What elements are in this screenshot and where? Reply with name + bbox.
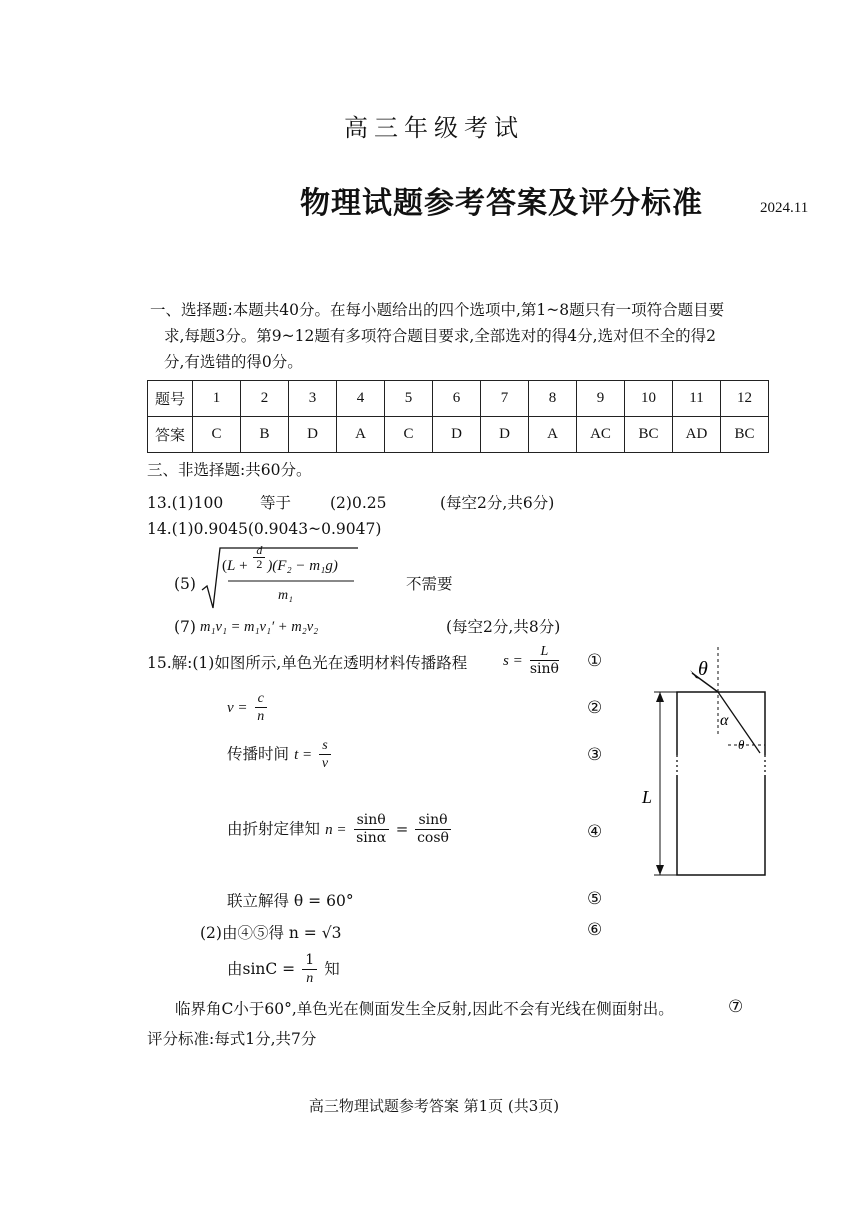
page-footer: 高三物理试题参考答案 第1页 (共3页) — [308, 1097, 560, 1115]
marker-4: ④ — [587, 822, 603, 842]
q15-intro: 15.解:(1)如图所示,单色光在透明材料传播路程 — [147, 654, 468, 672]
table-cell-answer: BC — [625, 417, 673, 453]
label-theta-small: θ — [738, 737, 745, 752]
q15-scoring: 评分标准:每式1分,共7分 — [147, 1030, 317, 1048]
q15-conclusion: 临界角C小于60°,单色光在侧面发生全反射,因此不会有光线在侧面射出。 — [175, 1000, 674, 1018]
table-cell-number: 8 — [529, 381, 577, 417]
table-cell-answer: C — [193, 417, 241, 453]
q14-score-note: (每空2分,共8分) — [446, 618, 561, 636]
table-cell-number: 11 — [673, 381, 721, 417]
section1-line3: 分,有选错的得0分。 — [164, 353, 303, 371]
exam-date: 2024.11 — [760, 200, 809, 216]
table-cell-answer: B — [241, 417, 289, 453]
marker-7: ⑦ — [728, 997, 744, 1017]
table-cell-answer: D — [289, 417, 337, 453]
table-cell-number: 6 — [433, 381, 481, 417]
table-cell-number: 7 — [481, 381, 529, 417]
label-length: L — [642, 787, 653, 807]
table-cell-answer: AD — [673, 417, 721, 453]
section3-heading: 三、非选择题:共60分。 — [147, 461, 312, 479]
table-row-numbers — [148, 381, 769, 417]
section1-line1: 一、选择题:本题共40分。在每小题给出的四个选项中,第1~8题只有一项符合题目要 — [150, 301, 725, 319]
marker-3: ③ — [587, 745, 603, 765]
eq-refractive-index: (2)由④⑤得 n = √3 — [200, 924, 342, 942]
q14-not-needed: 不需要 — [406, 575, 453, 593]
q14-part7-label: (7) — [174, 618, 196, 636]
label-alpha: α — [720, 712, 729, 729]
label-theta: θ — [698, 658, 708, 680]
table-cell-answer: AC — [577, 417, 625, 453]
marker-2: ② — [587, 698, 603, 718]
table-cell-answer: D — [433, 417, 481, 453]
eq-distance: s = $\frac{L}{\sin\theta}$ — [503, 644, 559, 677]
table-cell-number: 3 — [289, 381, 337, 417]
table-cell-number: 1 — [193, 381, 241, 417]
formula-numerator: (L + $\frac{d}{2}$ )(F₂ − m₁g) — [222, 543, 338, 574]
table-cell-answer: D — [481, 417, 529, 453]
q13-part2: (2)0.25 — [330, 494, 387, 512]
section1-line2: 求,每题3分。第9~12题有多项符合题目要求,全部选对的得4分,选对但不全的得2 — [164, 327, 716, 345]
table-cell-number: 9 — [577, 381, 625, 417]
table-cell-answer: C — [385, 417, 433, 453]
table-cell-number: 2 — [241, 381, 289, 417]
table-cell-number: 4 — [337, 381, 385, 417]
table-cell-number: 10 — [625, 381, 673, 417]
marker-6: ⑥ — [587, 920, 603, 940]
exam-subtitle: 高三年级考试 — [344, 114, 524, 142]
page-title: 物理试题参考答案及评分标准 — [300, 186, 703, 221]
q13-part1-answer2: 等于 — [260, 494, 292, 512]
marker-1: ① — [587, 651, 603, 671]
eq-solve-theta: 联立解得 θ = 60° — [227, 892, 354, 910]
eq-speed: v = $\frac{c}{n}$ — [227, 690, 269, 725]
q14-momentum-equation: m₁v₁ = m₁v₁′ + m₂v₂ — [200, 619, 319, 635]
table-header-label: 题号 — [148, 381, 193, 417]
table-answer-label: 答案 — [148, 417, 193, 453]
table-cell-answer: A — [529, 417, 577, 453]
table-cell-number: 5 — [385, 381, 433, 417]
eq-critical-angle: 由sinC = $\frac{1}{n}$ 知 — [227, 952, 340, 986]
formula-denominator: m₁ — [278, 588, 293, 603]
optics-diagram — [630, 645, 790, 890]
q13-part1: 13.(1)100 — [147, 494, 224, 512]
table-row-answers — [148, 417, 769, 453]
table-cell-answer: A — [337, 417, 385, 453]
table-cell-number: 12 — [721, 381, 769, 417]
eq-time: 传播时间 t = $\frac{s}{v}$ — [227, 737, 333, 772]
table-cell-answer: BC — [721, 417, 769, 453]
eq-refraction: 由折射定律知 n = $\frac{\sin\theta}{\sin\alpha}$ = $\frac{\sin\theta}{\cos\theta}$ — [227, 812, 449, 846]
marker-5: ⑤ — [587, 889, 603, 909]
q14-part5-label: (5) — [174, 575, 196, 593]
answer-table — [147, 380, 769, 453]
q14-part1: 14.(1)0.9045(0.9043~0.9047) — [147, 520, 382, 538]
q13-score-note: (每空2分,共6分) — [440, 494, 555, 512]
